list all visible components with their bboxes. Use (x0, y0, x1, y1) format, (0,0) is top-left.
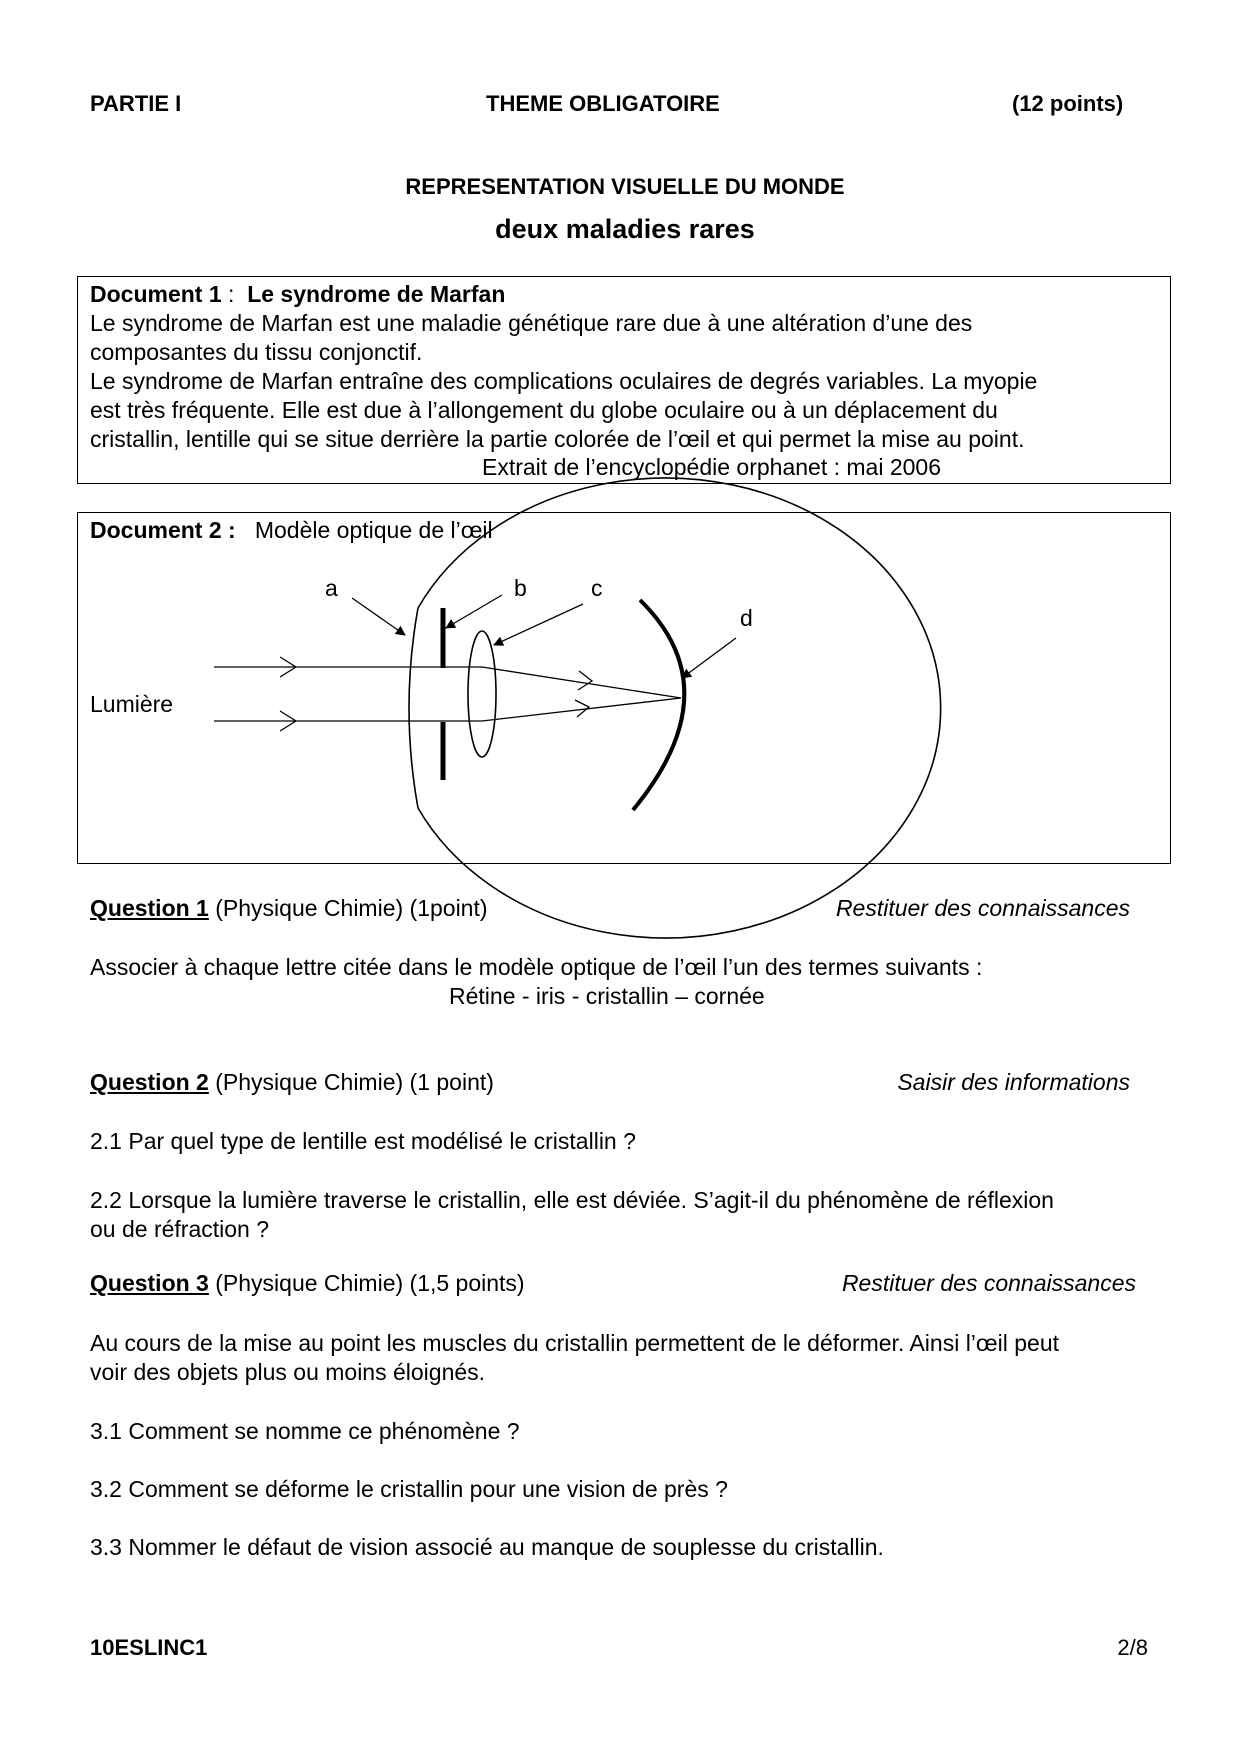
question1-header (90, 894, 488, 923)
document1-line: cristallin, lentille qui se situe derrière la partie colorée de l’œil et qui permet la mise au point. (90, 426, 1025, 452)
question3-header (90, 1269, 525, 1298)
document1-source: Extrait de l’encyclopédie orphanet : mai 2006 (482, 454, 942, 480)
document2-title: Modèle optique de l’œil (254, 517, 493, 543)
document1-line: composantes du tissu conjonctif. (90, 339, 423, 365)
question2-2-line1: 2.2 Lorsque la lumière traverse le cristallin, elle est déviée. S’agit-il du phénomène de réflexion (90, 1187, 1054, 1213)
theme-label: THEME OBLIGATOIRE (486, 91, 720, 116)
part-label: PARTIE I (90, 91, 182, 116)
question1-info: (Physique Chimie) (1point) (208, 895, 488, 921)
refracted-ray-top (482, 667, 681, 698)
ray-chevron (578, 671, 592, 690)
page-number: 2/8 (1117, 1635, 1148, 1660)
document1-line: est très fréquente. Elle est due à l’allongement du globe oculaire ou à un déplacement du (90, 397, 998, 423)
question2-header (90, 1068, 494, 1097)
question2-2-line2: ou de réfraction ? (90, 1216, 270, 1242)
question2-skill: Saisir des informations (897, 1069, 1130, 1095)
document1-sep: : (221, 281, 248, 307)
question3-2: 3.2 Comment se déforme le cristallin pour une vision de près ? (90, 1476, 728, 1502)
question3-skill: Restituer des connaissances (841, 1270, 1136, 1296)
retina-shape (633, 600, 684, 810)
lens-shape (468, 631, 496, 757)
question1-label: Question 1 (90, 895, 209, 921)
points-label: (12 points) (1012, 91, 1124, 116)
pointer-arrow-c (494, 604, 583, 645)
ray-chevron (575, 700, 589, 717)
document1-line: Le syndrome de Marfan est une maladie génétique rare due à une altération d’une des (90, 310, 973, 336)
cornea-shape (409, 608, 418, 808)
question3-intro-line1: Au cours de la mise au point les muscles du cristallin permettent de le déformer. Ainsi l’œil peut (90, 1330, 1059, 1356)
letter-b: b (514, 575, 527, 601)
page-title: deux maladies rares (495, 214, 755, 244)
pointer-arrow-d (682, 638, 736, 678)
footer-code: 10ESLINC1 (90, 1635, 208, 1660)
document2-label: Document 2 : (90, 517, 236, 543)
question1-text: Associer à chaque lettre citée dans le modèle optique de l’œil l’un des termes suivants : (90, 954, 983, 980)
letter-a: a (325, 575, 338, 601)
pointer-arrow-a (352, 598, 405, 635)
letter-c: c (591, 575, 603, 601)
question3-label: Question 3 (90, 1270, 209, 1296)
refracted-ray-bottom (482, 698, 681, 721)
document1-line: Le syndrome de Marfan entraîne des complications oculaires de degrés variables. La myopie (90, 368, 1038, 394)
question2-1: 2.1 Par quel type de lentille est modélisé le cristallin ? (90, 1128, 636, 1154)
document1-title: Le syndrome de Marfan (247, 281, 506, 307)
question2-label: Question 2 (90, 1069, 209, 1095)
light-label: Lumière (90, 691, 174, 717)
question3-3: 3.3 Nommer le défaut de vision associé au manque de souplesse du cristallin. (90, 1534, 884, 1560)
document1-label: Document 1 (90, 281, 222, 307)
pointer-arrow-b (446, 595, 502, 628)
question1-skill: Restituer des connaissances (835, 895, 1130, 921)
question3-info: (Physique Chimie) (1,5 points) (208, 1270, 525, 1296)
question2-info: (Physique Chimie) (1 point) (208, 1069, 494, 1095)
question3-1: 3.1 Comment se nomme ce phénomène ? (90, 1418, 520, 1444)
question3-intro-line2: voir des objets plus ou moins éloignés. (90, 1359, 486, 1385)
subject-title: REPRESENTATION VISUELLE DU MONDE (405, 174, 845, 199)
letter-d: d (740, 605, 753, 631)
question1-terms: Rétine - iris - cristallin – cornée (449, 983, 765, 1009)
